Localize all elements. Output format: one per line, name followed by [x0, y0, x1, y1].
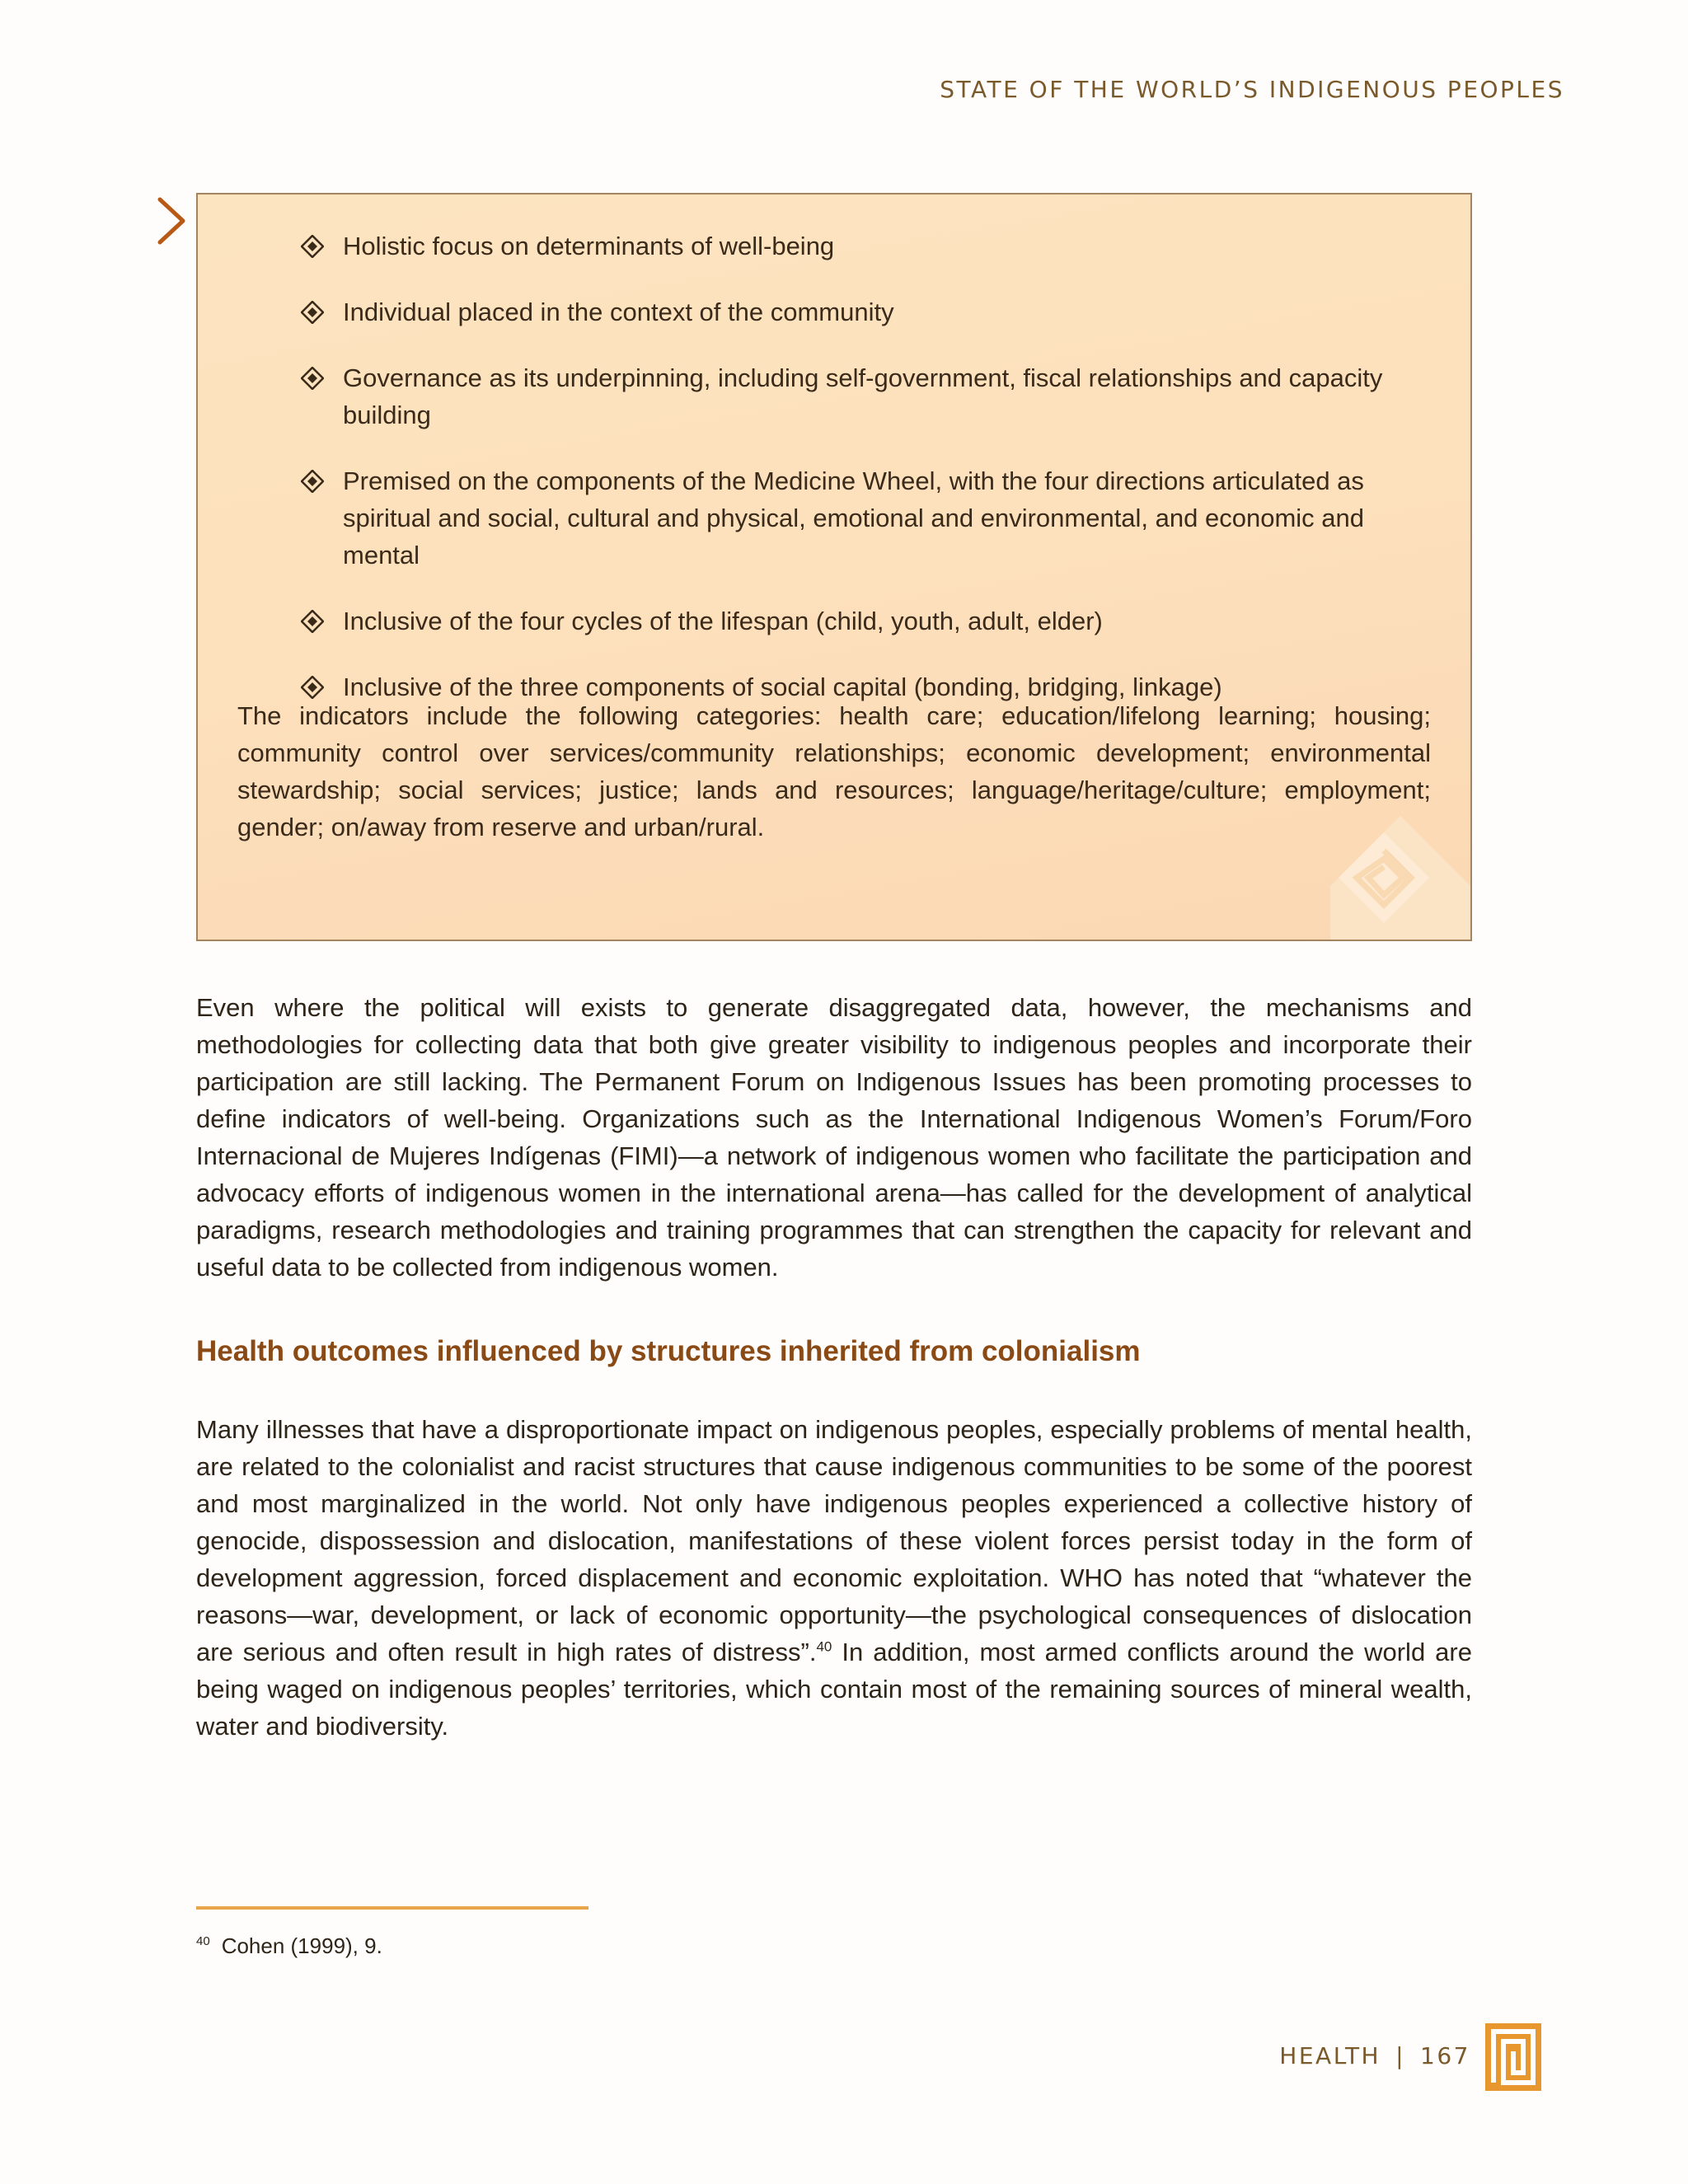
list-item — [198, 293, 1470, 330]
list-item — [198, 602, 1470, 640]
footnote-number: 40 — [196, 1934, 210, 1949]
list-item — [198, 227, 1470, 265]
footnote-reference[interactable]: 40 — [816, 1638, 832, 1655]
paragraph-text: Many illnesses that have a disproportionate impact on indigenous peoples, especially problems of mental health, are related to the colonialist and racist structures that cause indigenous communities to be some of the poorest and most marginalized in the world. Not only have indigenous peoples experienced a collective history of genocide, dispossession and dislocation, manifestations of these violent forces persist today in the form of development aggression, forced displacement and economic exploitation. WHO has noted that “whatever the reasons—war, development, or lack of economic opportunity—the psychological consequences of dislocation are serious and often result in high rates of distress”. — [196, 1415, 1472, 1666]
list-item-text: Inclusive of the four cycles of the lifespan (child, youth, adult, elder) — [343, 607, 1103, 635]
footnote-text: Cohen (1999), 9. — [221, 1933, 382, 1958]
diamond-bullet-icon — [301, 301, 324, 324]
page-number: 167 — [1420, 2042, 1470, 2069]
diamond-bullet-icon — [301, 367, 324, 390]
section-heading: Health outcomes influenced by structures inherited from colonialism — [196, 1335, 1141, 1367]
footer-section-label: HEALTH — [1279, 2042, 1381, 2069]
list-item-text: Premised on the components of the Medicine Wheel, with the four directions articulated as spiritual and social, cultural and physical, emotional and environmental, and economic and mental — [343, 466, 1365, 569]
list-item-text: Governance as its underpinning, including self-government, fiscal relationships and capacity building — [343, 363, 1383, 429]
page-footer — [1279, 2042, 1470, 2069]
diamond-bullet-icon — [301, 676, 324, 699]
chevron-right-icon — [155, 196, 188, 246]
diamond-bullet-icon — [301, 235, 324, 258]
list-item-text: Inclusive of the three components of social capital (bonding, bridging, linkage) — [343, 673, 1222, 701]
list-item-text: Holistic focus on determinants of well-being — [343, 232, 835, 260]
paragraph-text: In addition, most armed conflicts around the world are being waged on indigenous peoples’ territories, which contain most of the remaining sources of mineral wealth, water and biodiversity. — [196, 1638, 1472, 1741]
diamond-bullet-icon — [301, 610, 324, 633]
list-item — [198, 462, 1470, 574]
indicators-paragraph: The indicators include the following categories: health care; education/lifelong learning; housing; community control over services/community relationships; economic development; environmental stewardship; social services; justice; lands and resources; language/heritage/culture; employment; gender; on/away from reserve and urban/rural. — [237, 701, 1431, 841]
footnote — [196, 1933, 382, 1959]
criteria-list — [198, 227, 1470, 734]
diamond-bullet-icon — [301, 470, 324, 493]
footnote-divider — [196, 1906, 588, 1910]
footer-separator: | — [1395, 2042, 1406, 2069]
body-paragraph — [196, 1411, 1472, 1745]
info-box — [196, 193, 1472, 941]
running-header: STATE OF THE WORLD’S INDIGENOUS PEOPLES — [940, 76, 1564, 103]
spiral-logo-icon — [1485, 2023, 1541, 2091]
list-item-text: Individual placed in the context of the community — [343, 298, 894, 326]
body-paragraph: Even where the political will exists to generate disaggregated data, however, the mechanisms and methodologies for collecting data that both give greater visibility to indigenous peoples and incorporate their participation are still lacking. The Permanent Forum on Indigenous Issues has been promoting processes to define indicators of well-being. Organizations such as the International Indigenous Women’s Forum/Foro Internacional de Mujeres Indígenas (FIMI)—a network of indigenous women who facilitate the participation and advocacy efforts of indigenous women in the international arena—has called for the development of analytical paradigms, research methodologies and training programmes that can strengthen the capacity for relevant and useful data to be collected from indigenous women. — [196, 993, 1472, 1282]
list-item — [198, 359, 1470, 434]
